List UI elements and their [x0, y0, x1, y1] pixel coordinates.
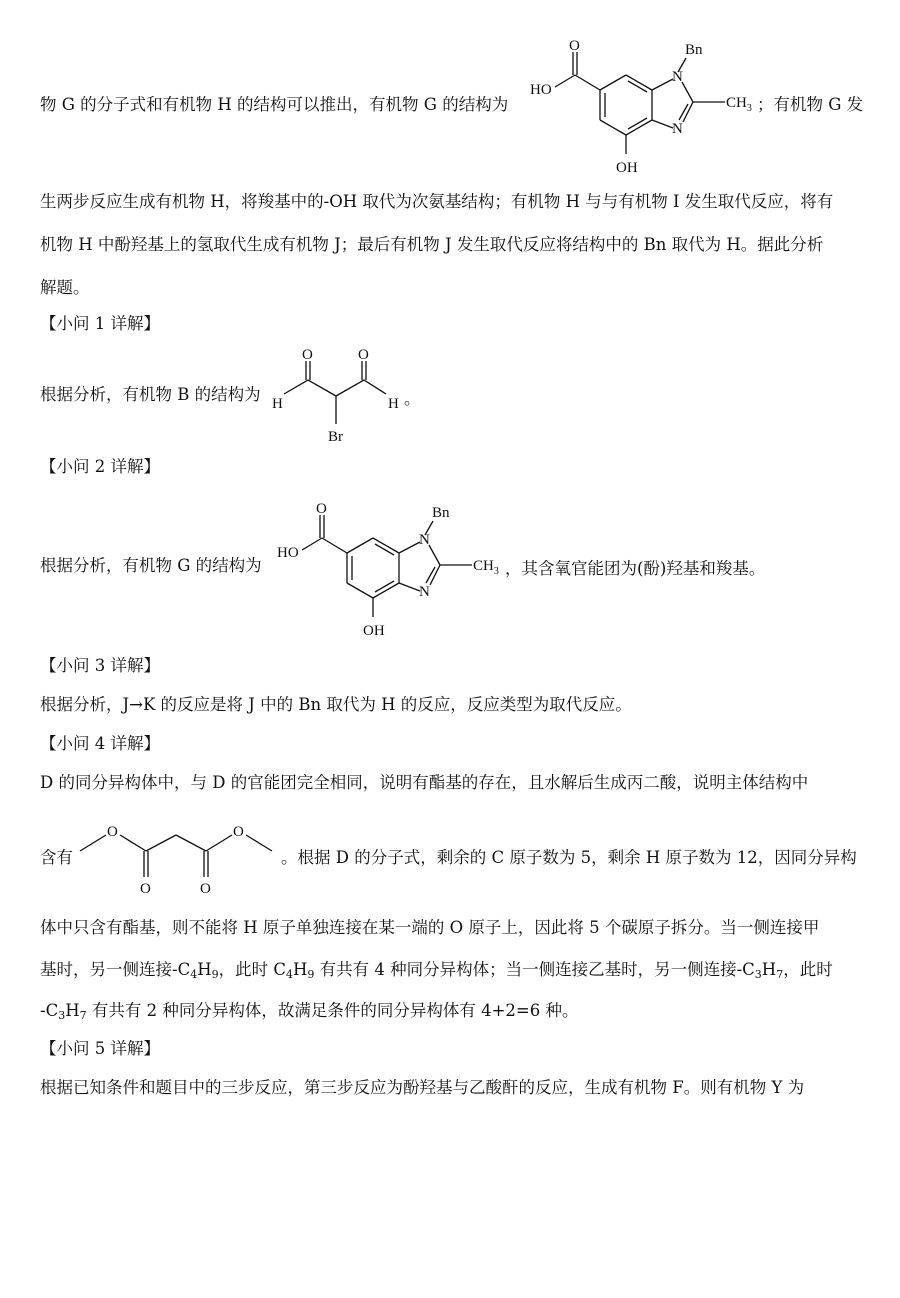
q4-line1: D 的同分异构体中，与 D 的官能团完全相同，说明有酯基的存在，且水解后生成丙二酸，说明主体结构中 — [40, 773, 809, 792]
section-header: 【小问 4 详解】 — [40, 734, 160, 753]
q4-text-after: 。根据 D 的分子式，剩余的 C 原子数为 5，剩余 H 原子数为 12，因同分异构 — [281, 848, 857, 867]
nitrogen-label: N — [672, 69, 683, 85]
structure-b — [268, 342, 418, 447]
q1-text-after: 。 — [404, 389, 421, 408]
section-header: 【小问 3 详解】 — [40, 656, 160, 675]
phenol-label: OH — [616, 160, 638, 176]
nitrogen-label: N — [419, 584, 430, 600]
q2-text-before: 根据分析，有机物 G 的结构为 — [40, 556, 262, 575]
q4-line3: 体中只含有酯基，则不能将 H 原子单独连接在某一端的 O 原子上，因此将 5 个碳原子拆分。当一侧连接甲 — [40, 918, 820, 937]
oxygen-label: O — [358, 347, 369, 363]
structure-g-top — [528, 32, 768, 182]
q2-text-after: ，其含氧官能团为(酚)羟基和羧基。 — [505, 559, 766, 578]
bromine-label: Br — [328, 429, 343, 445]
oxygen-label: O — [569, 38, 580, 54]
structure-malonate — [74, 815, 284, 900]
nitrogen-label: N — [672, 121, 683, 137]
q4-text-before: 含有 — [40, 848, 73, 867]
para1-cont-line: 生两步反应生成有机物 H，将羧基中的-OH 取代为次氨基结构；有机物 H 与与有机物 I 发生取代反应，将有 — [40, 192, 834, 211]
oxygen-label: O — [140, 881, 151, 897]
section-header: 【小问 5 详解】 — [40, 1039, 160, 1058]
hydrogen-label: H — [272, 396, 283, 412]
q4-line4: 基时，另一侧连接$-C_4H_9$，此时 $C_4H_9$ 有共有 4 种同分异构体；当一侧连接乙基时，另一侧连接$-C_3H_7$，此时 — [40, 960, 833, 981]
oxygen-label: O — [316, 501, 327, 517]
q5-text: 根据已知条件和题目中的三步反应，第三步反应为酚羟基与乙酸酐的反应，生成有机物 F。则有机物 Y 为 — [40, 1078, 805, 1097]
q3-text: 根据分析，J→K 的反应是将 J 中的 Bn 取代为 H 的反应，反应类型为取代反应。 — [40, 695, 632, 714]
q2-line-end — [505, 558, 765, 580]
oxygen-label: O — [302, 347, 313, 363]
oxygen-label: O — [233, 824, 244, 840]
q4-line2-end — [281, 847, 857, 869]
q4-line5: $-C_3H_7$ 有共有 2 种同分异构体，故满足条件的同分异构体有 4+2=6 种。 — [40, 1001, 579, 1022]
q1-line — [40, 384, 261, 406]
benzyl-label: Bn — [432, 505, 450, 521]
oxygen-label: O — [200, 881, 211, 897]
phenol-label: OH — [363, 623, 385, 639]
section-header: 【小问 2 详解】 — [40, 457, 160, 476]
methyl-label: $CH_3$ — [726, 95, 752, 114]
para1-text-before: 物 G 的分子式和有机物 H 的结构可以推出，有机物 G 的结构为 — [40, 95, 509, 114]
para1-cont-line: 机物 H 中酚羟基上的氢取代生成有机物 J；最后有机物 J 发生取代反应将结构中的 Bn 取代为 H。据此分析 — [40, 235, 824, 254]
para1-line-end — [757, 94, 863, 116]
oxygen-label: O — [107, 824, 118, 840]
hydrogen-label: H — [388, 396, 399, 412]
para1-cont-line: 解题。 — [40, 278, 90, 297]
nitrogen-label: N — [419, 532, 430, 548]
methyl-label: $CH_3$ — [473, 558, 499, 577]
hydroxyl-label: HO — [277, 545, 299, 561]
q1-text-before: 根据分析，有机物 B 的结构为 — [40, 385, 261, 404]
hydroxyl-label: HO — [530, 82, 552, 98]
para1-text-after: ；有机物 G 发 — [757, 95, 864, 114]
benzyl-label: Bn — [685, 42, 703, 58]
q1-line-end — [404, 388, 421, 410]
q4-line2 — [40, 847, 73, 869]
para1-line — [40, 94, 508, 116]
q2-line — [40, 555, 262, 577]
section-header: 【小问 1 详解】 — [40, 314, 160, 333]
structure-g — [275, 495, 515, 645]
